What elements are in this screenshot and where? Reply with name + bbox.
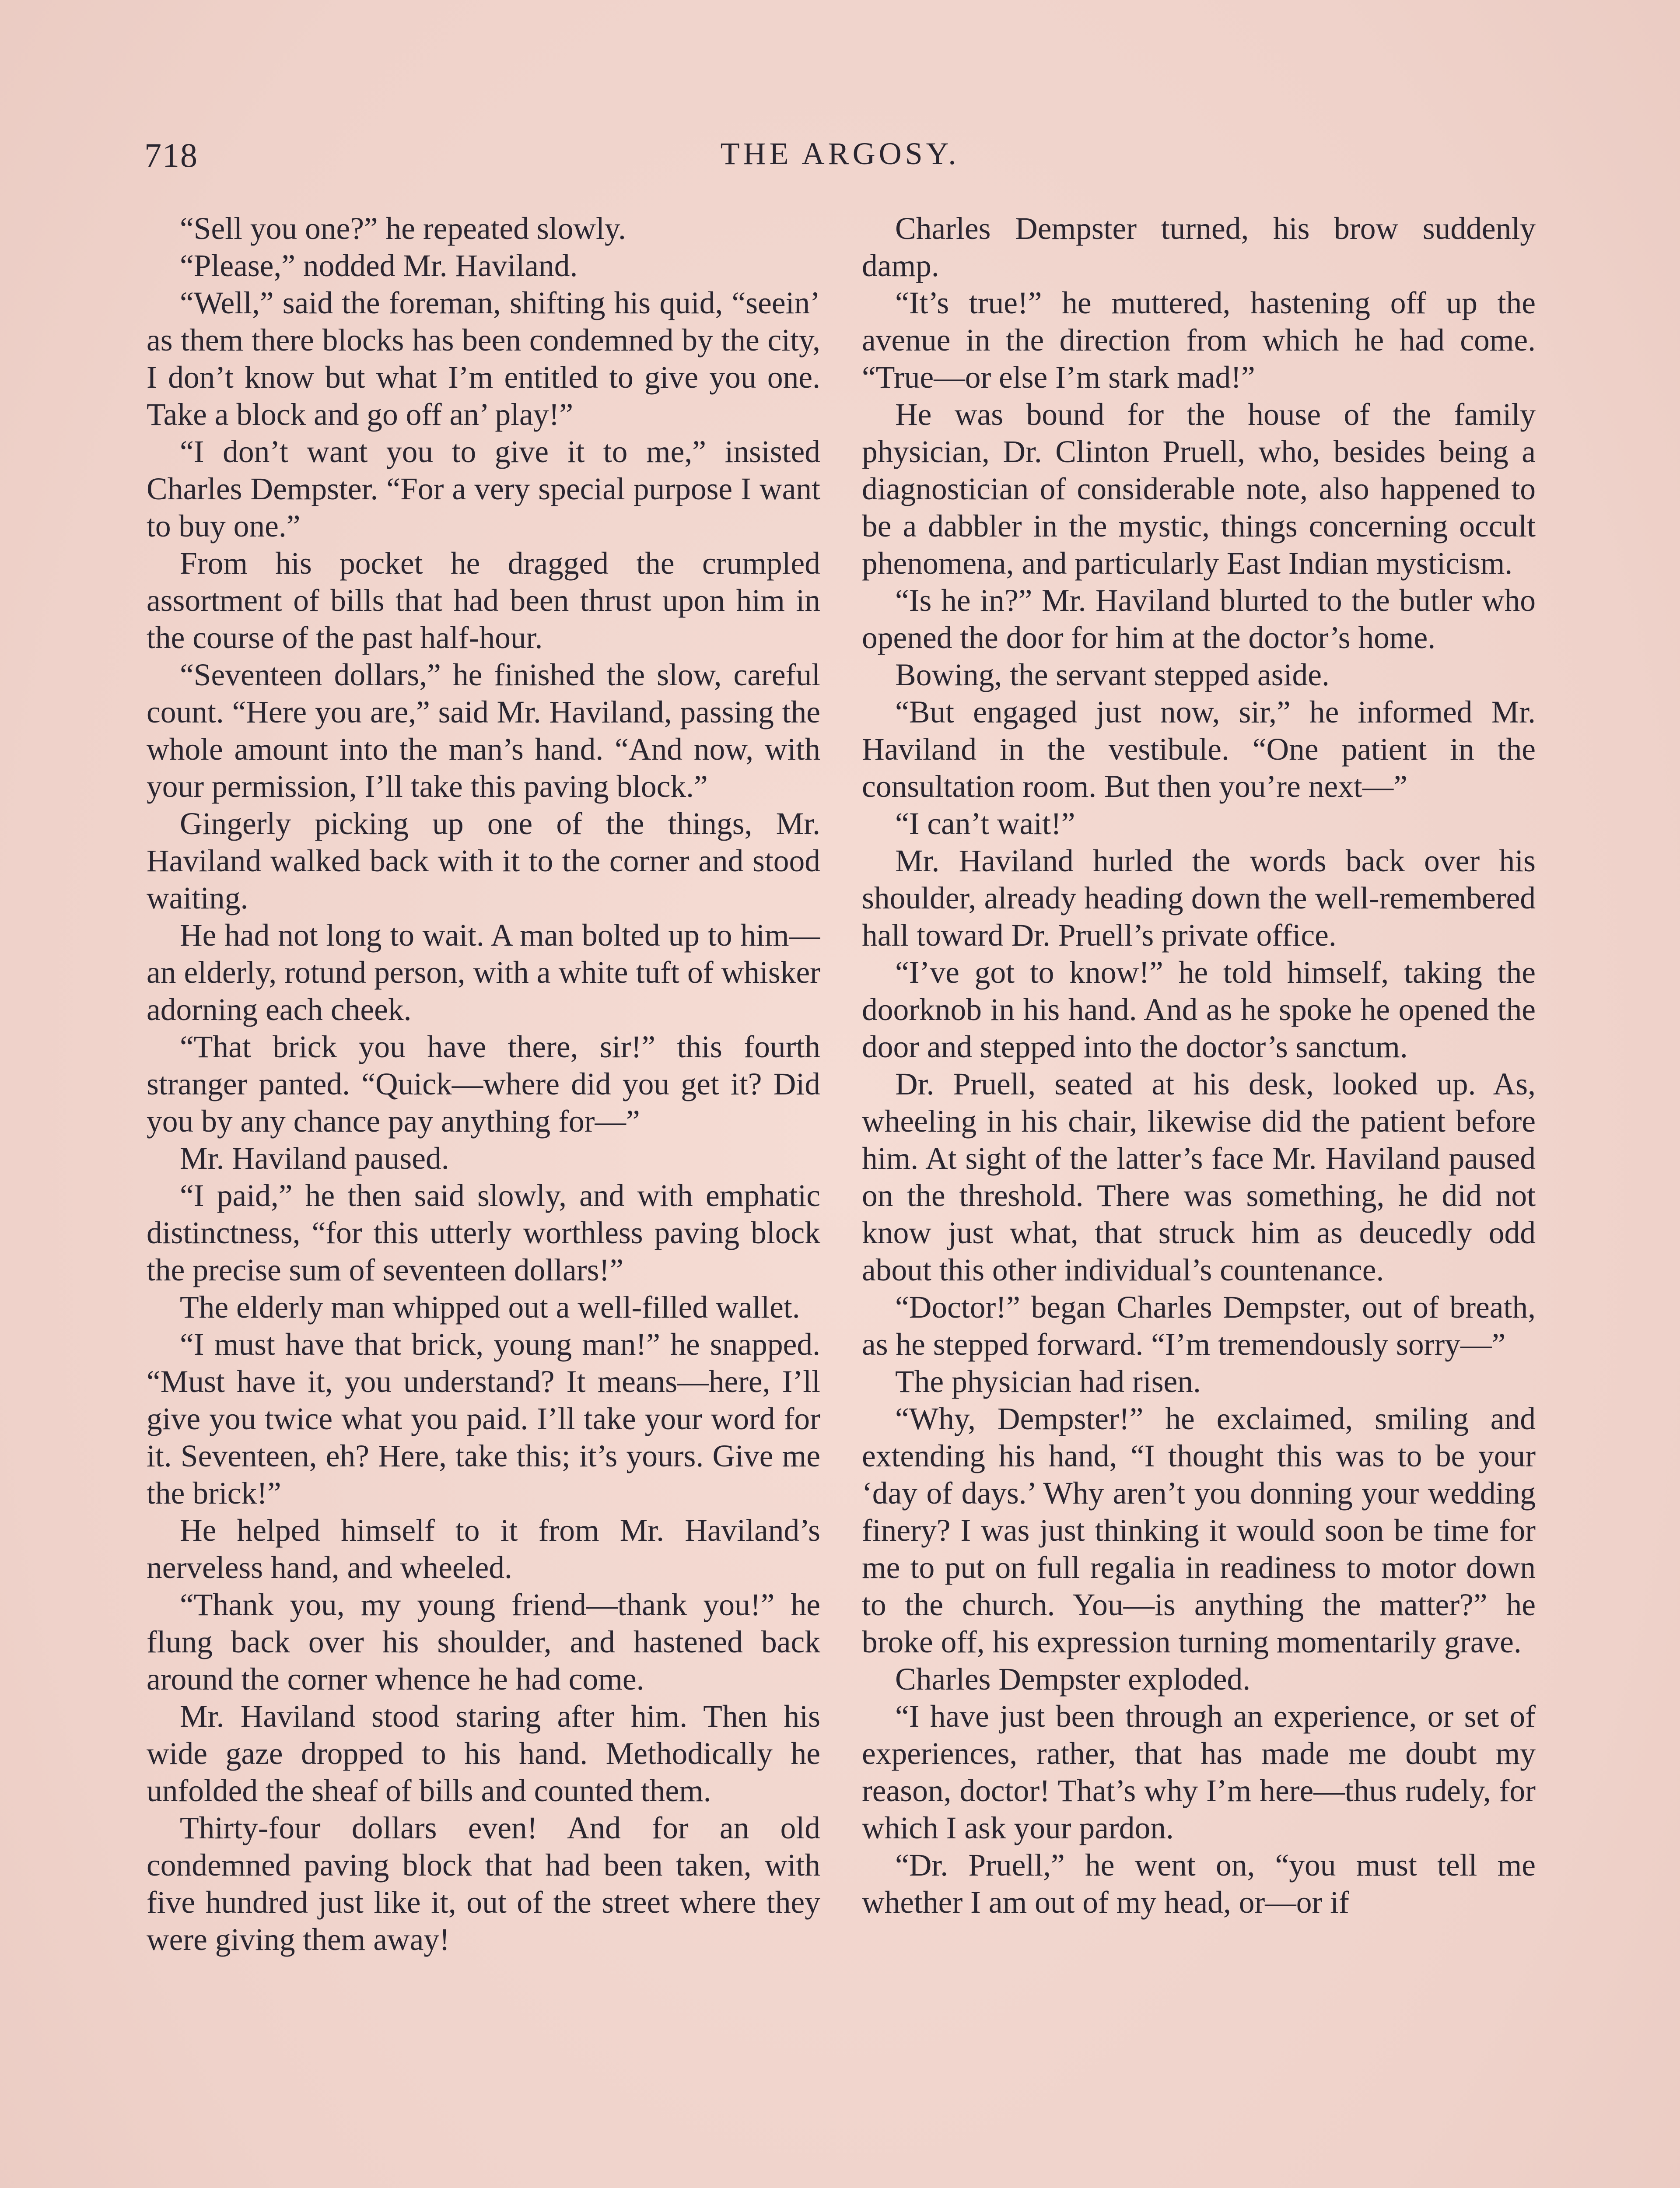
paragraph: “Please,” nodded Mr. Haviland. [180, 249, 578, 283]
running-head: THE ARGOSY. [720, 136, 960, 171]
page-header [144, 131, 1536, 179]
paragraph: “I can’t wait!” [895, 806, 1075, 841]
paragraph: “I have just been through an experience, or set of experiences, rather, that has made me doubt my reason, doctor! That’s why I’m here—thus rudely, for which I ask your pardon. [862, 1699, 1536, 1845]
paragraph: “I must have that brick, young man!” he snapped. “Must have it, you understand? It means—here, I’ll give you twice what you paid. I’ll take your word for it. Seventeen, eh? Here, take this; it’s yours. Give me the brick!” [147, 1327, 820, 1511]
paragraph: “Seventeen dollars,” he finished the slow, careful count. “Here you are,” said Mr. Haviland, passing the whole amount into the man’s hand. “And now, with your permission, I’ll take this paving block.” [147, 658, 820, 804]
paragraph: “Well,” said the foreman, shifting his quid, “seein’ as them there blocks has been condemned by the city, I don’t know but what I’m entitled to give you one. Take a block and go off an’ play!” [147, 286, 820, 432]
paragraph: “I’ve got to know!” he told himself, taking the doorknob in his hand. And as he spoke he opened the door and stepped into the doctor’s sanctum. [862, 955, 1536, 1064]
paragraph: “Why, Dempster!” he exclaimed, smiling and extending his hand, “I thought this was to be your ‘day of days.’ Why aren’t you donning your wedding finery? I was just thinking it would soon be time for me to put on full regalia in readiness to motor down to the church. You—is anything the matter?” he broke off, his expression turning momentarily grave. [862, 1402, 1536, 1659]
paragraph: The elderly man whipped out a well-filled wallet. [180, 1290, 800, 1325]
paragraph: Dr. Pruell, seated at his desk, looked up. As, wheeling in his chair, likewise did the patient before him. At sight of the latter’s face Mr. Haviland paused on the threshold. There was something, he did not know just what, that struck him as deucedly odd about this other individual’s countenance. [862, 1067, 1536, 1287]
left-column [147, 210, 820, 2188]
paragraph: “Thank you, my young friend—thank you!” he flung back over his shoulder, and hastened back around the corner whence he had come. [147, 1588, 820, 1697]
paragraph: “That brick you have there, sir!” this fourth stranger panted. “Quick—where did you get it? Did you by any chance pay anything for—” [147, 1030, 820, 1139]
paragraph: “I don’t want you to give it to me,” insisted Charles Dempster. “For a very special purpose I want to buy one.” [147, 435, 820, 543]
paragraph: “It’s true!” he muttered, hastening off up the avenue in the direction from which he had come. “True—or else I’m stark mad!” [862, 286, 1536, 395]
paragraph: “Dr. Pruell,” he went on, “you must tell me whether I am out of my head, or—or if [862, 1848, 1536, 1920]
paragraph: Mr. Haviland hurled the words back over his shoulder, already heading down the well-remembered hall toward Dr. Pruell’s private office. [862, 844, 1536, 953]
paragraph: Mr. Haviland paused. [180, 1141, 449, 1176]
paragraph: Bowing, the servant stepped aside. [895, 658, 1330, 692]
page-number: 718 [144, 136, 198, 174]
paragraph: Charles Dempster exploded. [895, 1662, 1251, 1697]
paragraph: “Is he in?” Mr. Haviland blurted to the butler who opened the door for him at the doctor’s home. [862, 583, 1536, 655]
paragraph: He helped himself to it from Mr. Haviland’s nerveless hand, and wheeled. [147, 1513, 820, 1585]
paragraph: “Sell you one?” he repeated slowly. [180, 211, 626, 246]
paragraph: “I paid,” he then said slowly, and with emphatic distinctness, “for this utterly worthless paving block the precise sum of seventeen dollars!” [147, 1178, 820, 1287]
paragraph: Thirty-four dollars even! And for an old condemned paving block that had been taken, with five hundred just like it, out of the street where they were giving them away! [147, 1811, 820, 1957]
paragraph: “But engaged just now, sir,” he informed Mr. Haviland in the vestibule. “One patient in the consultation room. But then you’re next—” [862, 695, 1536, 804]
paragraph: Gingerly picking up one of the things, Mr. Haviland walked back with it to the corner and stood waiting. [147, 806, 820, 915]
paragraph: From his pocket he dragged the crumpled assortment of bills that had been thrust upon him in the course of the past half-hour. [147, 546, 820, 655]
paragraph: “Doctor!” began Charles Dempster, out of breath, as he stepped forward. “I’m tremendously sorry—” [862, 1290, 1536, 1362]
paragraph: Charles Dempster turned, his brow suddenly damp. [862, 211, 1536, 283]
right-column [862, 210, 1536, 2188]
paragraph: He had not long to wait. A man bolted up to him—an elderly, rotund person, with a white tuft of whisker adorning each cheek. [147, 918, 820, 1027]
paragraph: The physician had risen. [895, 1364, 1201, 1399]
paragraph: Mr. Haviland stood staring after him. Then his wide gaze dropped to his hand. Methodically he unfolded the sheaf of bills and counted them. [147, 1699, 820, 1808]
paragraph: He was bound for the house of the family physician, Dr. Clinton Pruell, who, besides being a diagnostician of considerable note, also happened to be a dabbler in the mystic, things concerning occult phenomena, and particularly East Indian mysticism. [862, 397, 1536, 581]
